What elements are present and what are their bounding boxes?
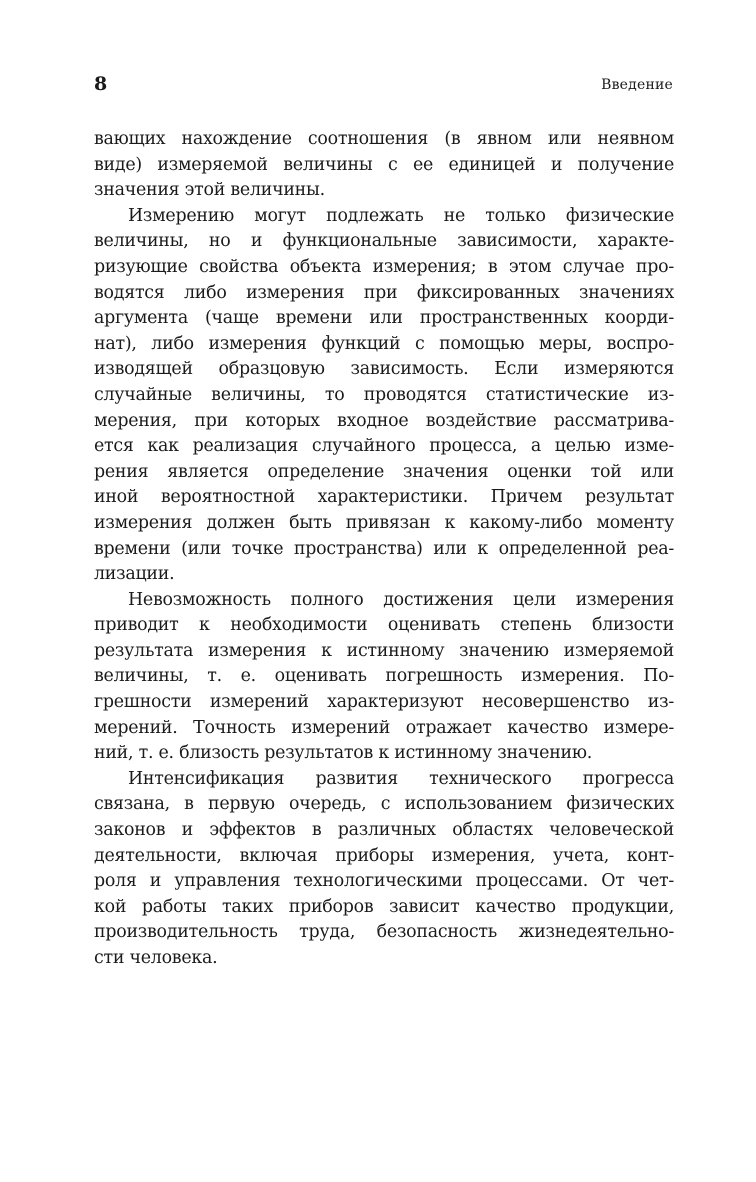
text-line: ется как реализация случайного процесса, а целью изме- [94,436,674,457]
text-line: кой работы таких приборов зависит качество продукции, [94,896,674,917]
body-text [94,127,674,972]
text-line: деятельности, включая приборы измерения, учета, конт- [94,845,674,866]
text-line: водятся либо измерения при фиксированных значениях [94,282,674,303]
text-line: нат), либо измерения функций с помощью меры, воспро- [94,333,674,354]
text-line: изводящей образцовую зависимость. Если измеряются [94,359,674,380]
running-head-title: Введение [601,77,673,93]
text-line: вающих нахождение соотношения (в явном или неявном [94,129,674,149]
text-line: величины, т. е. оценивать погрешность измерения. По- [94,666,674,687]
text-line: грешности измерений характеризуют несовершенство из- [94,692,674,713]
text-line: рения является определение значения оценки той или [94,461,674,482]
text-line: мерения, при которых входное воздействие рассматрива- [94,410,674,431]
text-line: лизации. [94,564,175,585]
text-line: результата измерения к истинному значению измеряемой [94,640,674,661]
text-line: сти человека. [94,948,218,968]
text-line: иной вероятностной характеристики. Причем результат [94,487,674,508]
text-line: Интенсификация развития технического прогресса [128,768,674,789]
text-line: измерения должен быть привязан к какому-либо моменту [94,512,674,533]
text-line: Измерению могут подлежать не только физические [128,205,674,226]
text-line: случайные величины, то проводятся статистические из- [94,384,674,405]
text-line: мерений. Точность измерений отражает качество измере- [94,717,674,738]
text-line: аргумента (чаще времени или пространственных коорди- [94,308,674,329]
text-line: Невозможность полного достижения цели измерения [128,589,674,610]
text-line: связана, в первую очередь, с использованием физических [94,794,674,815]
text-line: значения этой величины. [94,180,325,201]
text-line: времени (или точке пространства) или к определенной реа- [94,538,674,559]
text-line: законов и эффектов в различных областях человеческой [94,820,674,841]
page-number: 8 [94,73,108,95]
text-line: приводит к необходимости оценивать степень близости [94,615,674,636]
text-line: величины, но и функциональные зависимости, характе- [94,231,674,252]
text-line: виде) измеряемой величины с ее единицей и получение [94,154,674,175]
text-line: роля и управления технологическими процессами. От чет- [94,871,674,892]
text-line: ний, т. е. близость результатов к истинному значению. [94,743,593,764]
text-line: производительность труда, безопасность жизнедеятельно- [94,922,674,943]
text-line: ризующие свойства объекта измерения; в этом случае про- [94,256,674,277]
